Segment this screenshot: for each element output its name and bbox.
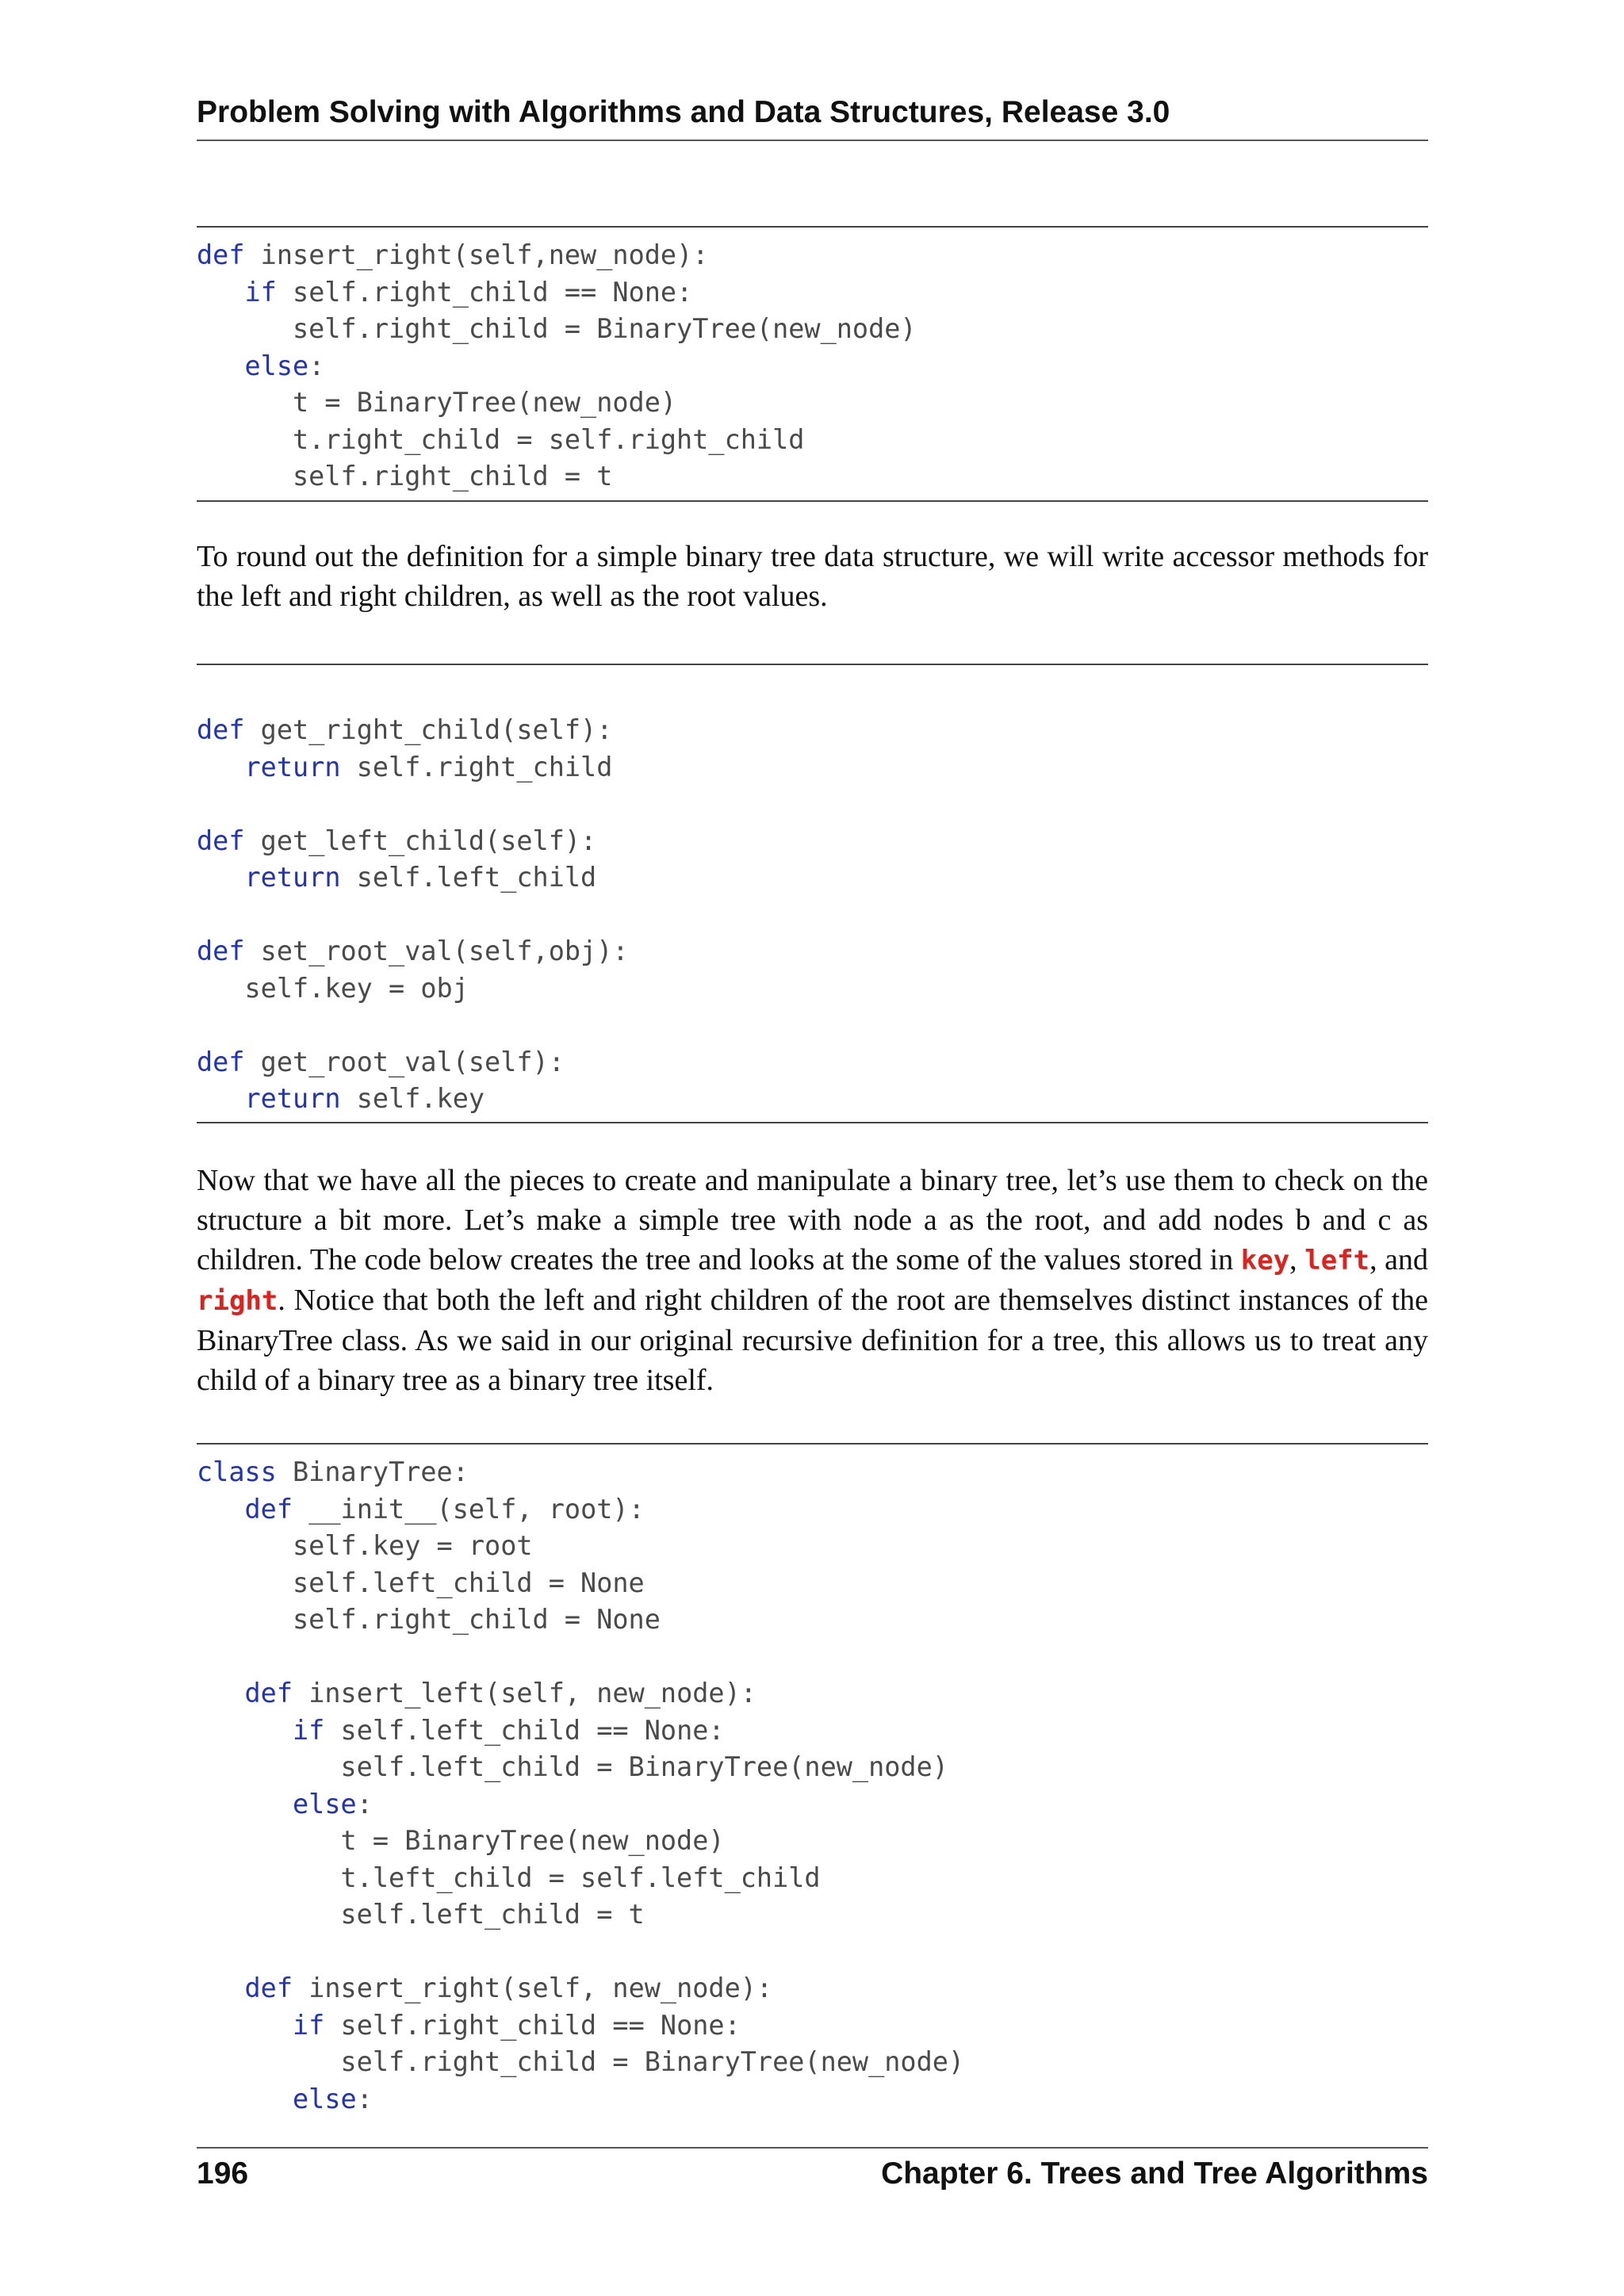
code-keyword: def <box>197 714 245 745</box>
code-text <box>197 862 245 893</box>
paragraph-text: , <box>1289 1243 1305 1276</box>
code-keyword: return <box>244 862 341 893</box>
code-line <box>197 973 469 1004</box>
code-text <box>197 2010 293 2041</box>
code-text <box>197 1083 245 1114</box>
paragraph-text: Now that we have all the pieces to create and manipulate a binary tree, let’s use them to check on the structure a bit more. Let’s make a simple tree with node a as the root, and add nodes b and c as children. The code below creates the tree and looks at the some of the values stored in <box>197 1164 1428 1276</box>
code-keyword: def <box>244 1973 293 2003</box>
chapter-title: Chapter 6. Trees and Tree Algorithms <box>881 2156 1428 2191</box>
code-keyword: def <box>197 825 245 856</box>
code-top-rule <box>197 1443 1428 1445</box>
inline-code-left: left <box>1304 1245 1370 1276</box>
code-text: insert_right(self, new_node): <box>293 1973 773 2003</box>
code-keyword: def <box>244 1493 293 1525</box>
code-text: BinaryTree: <box>276 1456 469 1487</box>
code-text: t.left_child = self.left_child <box>197 1862 821 1893</box>
code-keyword: def <box>197 936 245 966</box>
code-line <box>197 1899 645 1930</box>
code-line <box>197 1789 373 1820</box>
code-text: : <box>356 1788 373 1820</box>
code-text: : <box>308 350 325 381</box>
code-bottom-rule <box>197 1122 1428 1123</box>
code-line <box>197 714 612 745</box>
inline-code-key: key <box>1240 1245 1290 1276</box>
paragraph-accessors: To round out the definition for a simple binary tree data structure, we will write accessor methods for the left and right children, as well as the root values. <box>197 540 1428 613</box>
code-text: t = BinaryTree(new_node) <box>197 387 677 418</box>
code-text: self.right_child == None: <box>276 276 693 308</box>
code-text: self.left_child <box>340 862 597 893</box>
paragraph-text: . Notice that both the left and right children of the root are themselves distinct instances of the BinaryTree class. As we said in our original recursive definition for a tree, this allows us to treat any child of a binary tree as a binary tree itself. <box>197 1284 1428 1397</box>
code-line <box>197 277 692 308</box>
running-header <box>197 89 1428 141</box>
code-line <box>197 2084 373 2114</box>
code-keyword: if <box>293 2009 325 2041</box>
code-line <box>197 825 596 856</box>
code-listing <box>197 1454 1428 2118</box>
code-line <box>197 1825 725 1856</box>
code-keyword: else <box>293 1788 357 1820</box>
code-block-binary-tree-class <box>197 1443 1428 2118</box>
code-text <box>197 1678 245 1709</box>
code-text: set_root_val(self,obj): <box>244 936 629 966</box>
code-text: self.right_child = BinaryTree(new_node) <box>197 313 917 344</box>
footer-rule <box>197 2147 1428 2149</box>
code-text: get_right_child(self): <box>244 714 613 745</box>
paragraph-usage <box>197 1161 1428 1400</box>
code-keyword: if <box>244 276 277 308</box>
code-text: self.key = root <box>197 1530 533 1561</box>
code-text: self.left_child = BinaryTree(new_node) <box>197 1751 948 1782</box>
code-block-accessors <box>197 664 1428 1123</box>
code-text <box>197 350 245 381</box>
code-listing <box>197 237 1428 496</box>
code-line <box>197 2010 741 2041</box>
code-text: self.right_child <box>340 751 613 783</box>
code-text <box>197 1494 245 1525</box>
code-text: self.left_child = t <box>197 1899 645 1930</box>
code-keyword: else <box>293 2083 357 2114</box>
code-line <box>197 1494 645 1525</box>
code-line <box>197 424 804 455</box>
code-line <box>197 2046 964 2077</box>
code-keyword: def <box>197 239 245 270</box>
code-keyword: if <box>293 1714 325 1746</box>
code-line <box>197 1678 756 1709</box>
code-text <box>197 2084 293 2114</box>
code-line <box>197 1604 661 1635</box>
code-keyword: def <box>244 1678 293 1709</box>
code-text: self.left_child == None: <box>324 1714 725 1746</box>
code-line <box>197 350 324 381</box>
code-line <box>197 387 676 418</box>
code-keyword: def <box>197 1046 245 1077</box>
code-line <box>197 752 612 783</box>
code-line <box>197 1047 565 1077</box>
code-text: insert_left(self, new_node): <box>293 1678 756 1709</box>
code-line <box>197 461 612 492</box>
code-line <box>197 936 629 966</box>
code-text <box>197 1973 245 2003</box>
code-block-insert-right <box>197 226 1428 502</box>
code-line <box>197 313 917 344</box>
running-footer <box>197 2147 1428 2191</box>
inline-code-right: right <box>197 1285 278 1317</box>
code-text: get_root_val(self): <box>244 1046 565 1077</box>
code-text: self.key = obj <box>197 972 469 1004</box>
code-top-rule <box>197 664 1428 665</box>
code-text <box>197 752 245 783</box>
code-text: self.key <box>340 1083 485 1114</box>
code-line <box>197 1973 772 2003</box>
code-keyword: else <box>244 350 309 381</box>
header-rule <box>197 140 1428 141</box>
book-title: Problem Solving with Algorithms and Data Structures, Release 3.0 <box>197 95 1170 129</box>
code-text <box>197 1789 293 1820</box>
code-line <box>197 239 708 270</box>
code-line <box>197 1456 469 1487</box>
code-bottom-rule <box>197 500 1428 502</box>
code-text: self.left_child = None <box>197 1567 645 1598</box>
code-text: insert_right(self,new_node): <box>244 239 709 270</box>
code-text: : <box>356 2083 373 2114</box>
code-line <box>197 1862 821 1893</box>
code-line <box>197 862 596 893</box>
code-line <box>197 1751 948 1782</box>
code-text: __init__(self, root): <box>293 1493 645 1525</box>
code-text: self.right_child = None <box>197 1604 661 1635</box>
code-text: t = BinaryTree(new_node) <box>197 1825 725 1856</box>
code-keyword: return <box>244 751 341 783</box>
code-text: self.right_child = BinaryTree(new_node) <box>197 2046 965 2077</box>
code-line <box>197 1567 645 1598</box>
code-text: get_left_child(self): <box>244 825 597 856</box>
code-text: t.right_child = self.right_child <box>197 423 805 455</box>
code-top-rule <box>197 226 1428 228</box>
code-line <box>197 1083 485 1114</box>
code-keyword: class <box>197 1456 277 1487</box>
code-line <box>197 1530 533 1561</box>
code-text <box>197 1715 293 1746</box>
page-number: 196 <box>197 2156 249 2191</box>
paragraph-text: , and <box>1369 1243 1429 1276</box>
code-listing <box>197 712 1428 1118</box>
code-text <box>197 277 245 308</box>
code-text: self.right_child == None: <box>324 2009 741 2041</box>
code-keyword: return <box>244 1083 341 1114</box>
code-text: self.right_child = t <box>197 461 613 492</box>
code-line <box>197 1715 725 1746</box>
